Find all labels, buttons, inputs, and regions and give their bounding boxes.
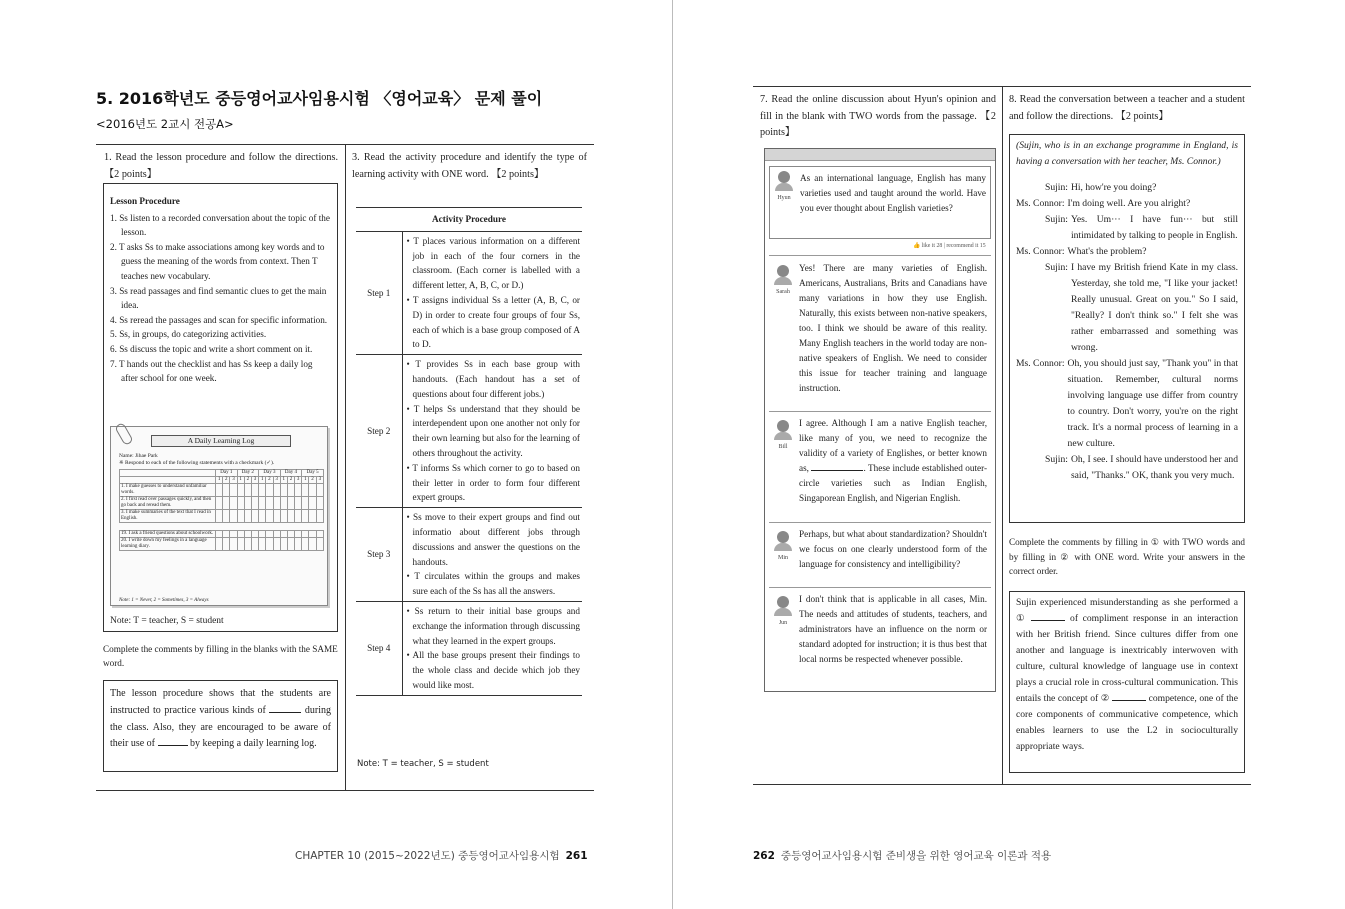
lesson-step: 1. Ss listen to a recorded conversation about the topic of the lesson.	[110, 212, 330, 238]
activity-step-row: Step 1 • T places various information on a different job in each of the four corners in the classroom. (Each corner is labelled with a different letter, A, B, C, or D.) • T assigns individual Ss a letter (A, B, C, or D) in order to create four groups of four Ss, each of which is a base group composed of A to D.	[356, 231, 582, 354]
question-8-prompt: 8. Read the conversation between a teacher and a student and follow the directions. 【2 points】	[1009, 94, 1245, 122]
conversation-box	[1009, 134, 1245, 523]
conversation-turn: Sujin: I have my British friend Kate in my class. Yesterday, she told me, "I like your jacket! Really unusual. Great on you." So I said, "Really? I don't think so." I felt she was rather embarrassed and something was wrong.	[1045, 262, 1238, 353]
log-row: 20. I write down my feelings in a language learning diary.	[120, 538, 324, 551]
discussion-post: Jun I don't think that is applicable in all cases, Min. The needs and attitudes of students, teachers, and administrators have an influence on the norm or standard adopted for instruction; it is thus best that local norms be respected whenever possible.	[769, 592, 991, 667]
step-label: Step 3	[356, 508, 402, 602]
question-8-directions: Complete the comments by filling in ① with TWO words and by filling in ② with ONE word. Write your answers in the correct order.	[1009, 537, 1245, 576]
lesson-step: 2. T asks Ss to make associations among key words and to guess the meaning of the words from context. Then T teaches new vocabulary.	[110, 241, 325, 281]
activity-table-title: Activity Procedure	[356, 208, 582, 232]
lesson-step: 4. Ss reread the passages and scan for specific information.	[110, 314, 328, 325]
bottom-rule	[753, 784, 1251, 785]
log-title: A Daily Learning Log	[151, 435, 291, 447]
activity-note: Note: T = teacher, S = student	[357, 759, 489, 769]
lesson-step: 6. Ss discuss the topic and write a short comment on it.	[110, 343, 313, 354]
avatar: Sarah	[772, 265, 794, 300]
activity-step-row: Step 3 • Ss move to their expert groups and find out informatio about different jobs through discussions and answer the questions on the handouts. • T circulates within the groups and makes sure each of the Ss has all the answers.	[356, 508, 582, 602]
log-row: 19. I ask a friend questions about schoolwork.	[120, 531, 324, 538]
lesson-note: Note: T = teacher, S = student	[110, 616, 224, 626]
step-label: Step 4	[356, 601, 402, 695]
avatar: Jun	[772, 596, 794, 631]
book-spine	[672, 0, 673, 909]
paperclip-icon	[114, 422, 134, 446]
log-row: 1. I make guesses to understand unfamiliar words.	[120, 484, 324, 497]
lesson-procedure-box	[103, 183, 338, 632]
discussion-post: Hyun As an international language, English has many varieties used and taught around the world. Have you ever thought about English varieties?	[769, 166, 991, 239]
question-3-prompt: 3. Read the activity procedure and identify the type of learning activity with ONE word. 【2 points】	[352, 152, 587, 180]
page-number: 261	[565, 850, 588, 862]
conversation-turn: Sujin: Hi, how're you doing?	[1045, 182, 1157, 193]
question-8-answer-box: Sujin experienced misunderstanding as she performed a ① of compliment response in an interaction with her British friend. Since cultures differ from one another and language is inextricably interwoven with culture, cultural knowledge of language use in context plays a crucial role in cross-cultural communication. This entails the concept of ② competence, one of the core components of communicative competence, which enables learners to use the L2 in socioculturally appropriate ways.	[1009, 591, 1245, 773]
discussion-post: Min Perhaps, but what about standardization? Shouldn't we focus on one clearly understood form of the language for consistency and intelligibility?	[769, 527, 991, 572]
question-1-prompt: 1. Read the lesson procedure and follow the directions. 【2 points】	[104, 152, 338, 180]
log-gap	[120, 523, 324, 531]
question-1-answer-box: The lesson procedure shows that the students are instructed to practice various kinds of during the class. Also, they are encouraged to be aware of their use of by keeping a daily learning log.	[103, 680, 338, 772]
avatar: Min	[772, 531, 794, 566]
post-reactions[interactable]: 👍 like it 28 | recommend it 15	[913, 243, 986, 249]
conversation-context: (Sujin, who is in an exchange programme in England, is having a conversation with her teacher, Ms. Connor.)	[1016, 140, 1238, 167]
column-divider	[1002, 87, 1003, 784]
discussion-post: Bill I agree. Although I am a native English teacher, like many of you, we need to recognize the validity of a variety of Englishes, or better known as, . These include established outer-circle varieties such as Indian English, Singaporean English, and Nigerian English.	[769, 416, 991, 506]
log-note: Note: 1 = Never, 2 = Sometimes, 3 = Always	[119, 598, 209, 603]
log-row: 3. I make summaries of the text that I read in English.	[120, 510, 324, 523]
conversation-turn: Ms. Connor: What's the problem?	[1016, 246, 1147, 257]
lesson-steps	[110, 211, 331, 386]
forum-header-bar	[765, 149, 995, 161]
conversation-turn: Ms. Connor: I'm doing well. Are you alright?	[1016, 198, 1191, 209]
step-label: Step 2	[356, 355, 402, 508]
log-scale-header: 1 2 3 1 2 3 1 2 3 1 2 3 1 2 3	[120, 477, 324, 484]
conversation-turn: Sujin: Yes. Um··· I have fun··· but still intimidated by talking to people in English.	[1045, 214, 1238, 241]
footer-book-title: 중등영어교사임용시험 준비생을 위한 영어교육 이론과 적용	[780, 850, 1052, 862]
activity-procedure-table	[356, 207, 582, 696]
online-discussion	[764, 148, 996, 692]
answer-blank[interactable]	[158, 736, 188, 746]
log-instruction: ※ Respond to each of the following statements with a checkmark (✓).	[119, 460, 275, 466]
log-grid	[119, 469, 324, 551]
answer-blank-1[interactable]	[1031, 611, 1065, 621]
bottom-rule	[96, 790, 594, 791]
footer-chapter: CHAPTER 10 (2015~2022년도) 중등영어교사임용시험	[295, 850, 560, 862]
lesson-step: 5. Ss, in groups, do categorizing activities.	[110, 329, 267, 340]
answer-blank[interactable]	[269, 703, 301, 713]
step-label: Step 1	[356, 231, 402, 354]
avatar: Bill	[772, 420, 794, 455]
right-footer	[753, 848, 1051, 863]
log-day-header: Day 1 Day 2 Day 3 Day 4 Day 5	[120, 470, 324, 477]
activity-step-row: Step 2 • T provides Ss in each base group with handouts. (Each handout has a set of questions about four different jobs.) • T helps Ss understand that they should be interdependent upon one another not only for their own learning but also for the learning of others throughout the activity. • T informs Ss which corner to go to based on their letter in order to form four different expert groups.	[356, 355, 582, 508]
section-subtitle: <2016년도 2교시 전공A>	[96, 117, 234, 131]
daily-learning-log	[110, 426, 328, 606]
log-row: 2. I first read over passages quickly, and then go back and reread them.	[120, 497, 324, 510]
activity-step-row: Step 4 • Ss return to their initial base groups and exchange the information through discussing what they learned in the expert groups. • All the base groups present their findings to the whole class and decide which job they would like most.	[356, 601, 582, 695]
avatar: Hyun	[773, 171, 795, 206]
section-title: 5. 2016학년도 중등영어교사임용시험 〈영어교육〉 문제 풀이	[96, 89, 543, 108]
conversation-turn: Sujin: Oh, I see. I should have understood her and said, "Thanks." OK, thank you very much.	[1045, 454, 1238, 481]
lesson-step: 3. Ss read passages and find semantic clues to get the main idea.	[110, 285, 327, 311]
left-footer	[295, 848, 588, 863]
lesson-procedure-title: Lesson Procedure	[110, 196, 180, 206]
answer-blank-2[interactable]	[1112, 691, 1146, 701]
discussion-post: Sarah Yes! There are many varieties of English. Americans, Australians, Brits and Canadians have many variations in how they use English. Naturally, this exists between non-native speakers, too. I think we should be aware of this reality. Many English teachers in the world today are non-native speakers of English. We need to consider this issue for teacher training and language instruction.	[769, 261, 991, 396]
question-1-directions: Complete the comments by filling in the blanks with the SAME word.	[103, 644, 338, 668]
column-divider	[345, 145, 346, 790]
answer-blank[interactable]	[811, 461, 863, 471]
page-number: 262	[753, 850, 775, 862]
conversation-turn: Ms. Connor: Oh, you should just say, "Thank you" in that situation. Remember, cultural norms involving language use differ from country to country. Don't worry, you're on the right track. It's a normal process of learning in a new culture.	[1016, 358, 1238, 449]
lesson-step: 7. T hands out the checklist and has Ss keep a daily log after school for one week.	[110, 358, 313, 384]
log-name: Name: Jihae Park	[119, 453, 158, 459]
question-7-prompt: 7. Read the online discussion about Hyun's opinion and fill in the blank with TWO words from the passage. 【2 points】	[760, 94, 996, 138]
